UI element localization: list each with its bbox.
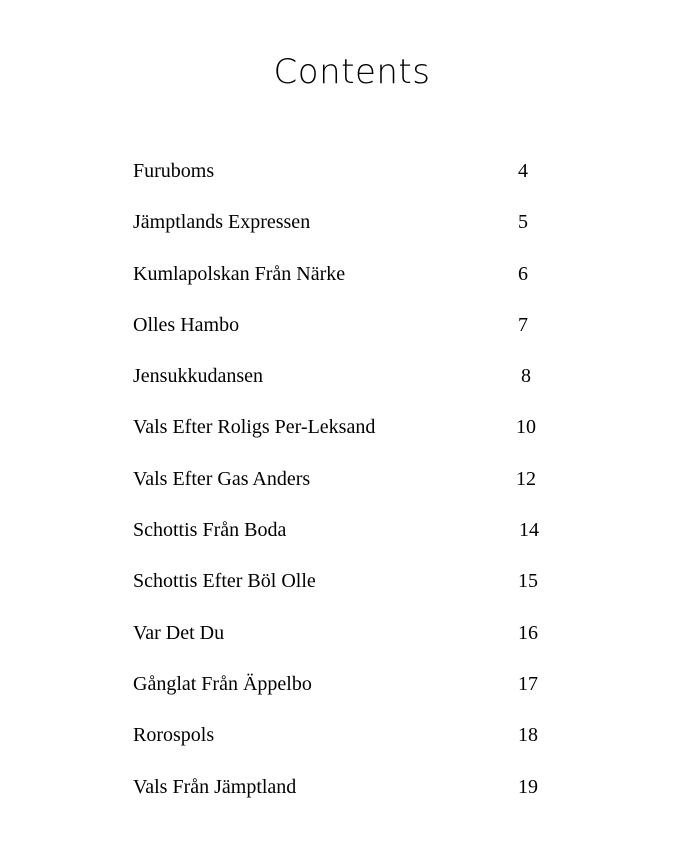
toc-entry-title: Rorospols bbox=[133, 724, 215, 747]
toc-entry bbox=[133, 412, 553, 463]
toc-entry-title: Schottis Från Boda bbox=[133, 519, 287, 542]
toc-entry bbox=[133, 618, 553, 669]
toc-entry bbox=[133, 566, 553, 617]
toc-entry-title: Kumlapolskan Från Närke bbox=[133, 262, 346, 285]
toc-entry bbox=[133, 464, 553, 515]
toc-entry bbox=[133, 310, 553, 361]
toc-entry-title: Furuboms bbox=[133, 160, 215, 182]
toc-entry-page: 4 bbox=[518, 160, 528, 182]
toc-entry-page: 12 bbox=[516, 467, 536, 490]
toc-entry-page: 7 bbox=[518, 313, 528, 336]
table-of-contents bbox=[133, 156, 553, 823]
page-title: Contents bbox=[273, 52, 431, 92]
toc-entry-title: Schottis Efter Böl Olle bbox=[133, 570, 316, 593]
toc-entry bbox=[133, 259, 553, 310]
toc-entry bbox=[133, 720, 553, 771]
toc-entry-title: Vals Efter Gas Anders bbox=[133, 467, 311, 490]
toc-entry-title: Jämptlands Expressen bbox=[133, 211, 311, 234]
toc-entry bbox=[133, 156, 553, 207]
toc-entry-title: Jensukkudansen bbox=[133, 365, 263, 388]
toc-entry-page: 16 bbox=[518, 621, 538, 644]
toc-entry-page: 8 bbox=[521, 365, 531, 388]
toc-entry bbox=[133, 361, 553, 412]
toc-entry-title: Gånglat Från Äppelbo bbox=[133, 672, 312, 695]
toc-entry-page: 5 bbox=[518, 211, 528, 234]
toc-entry bbox=[133, 669, 553, 720]
toc-entry bbox=[133, 515, 553, 566]
toc-entry-page: 17 bbox=[518, 672, 538, 695]
toc-entry-page: 19 bbox=[518, 775, 538, 798]
toc-entry-page: 18 bbox=[518, 724, 538, 747]
toc-entry bbox=[133, 772, 553, 823]
toc-entry-title: Vals Från Jämptland bbox=[133, 775, 297, 798]
toc-entry-page: 10 bbox=[516, 416, 536, 439]
toc-entry-title: Vals Efter Roligs Per-Leksand bbox=[133, 416, 376, 439]
toc-entry-page: 15 bbox=[518, 570, 538, 593]
toc-entry-title: Var Det Du bbox=[133, 621, 225, 644]
toc-entry-page: 6 bbox=[518, 262, 528, 285]
toc-entry bbox=[133, 207, 553, 258]
toc-entry-page: 14 bbox=[519, 519, 539, 542]
toc-entry-title: Olles Hambo bbox=[133, 313, 240, 336]
